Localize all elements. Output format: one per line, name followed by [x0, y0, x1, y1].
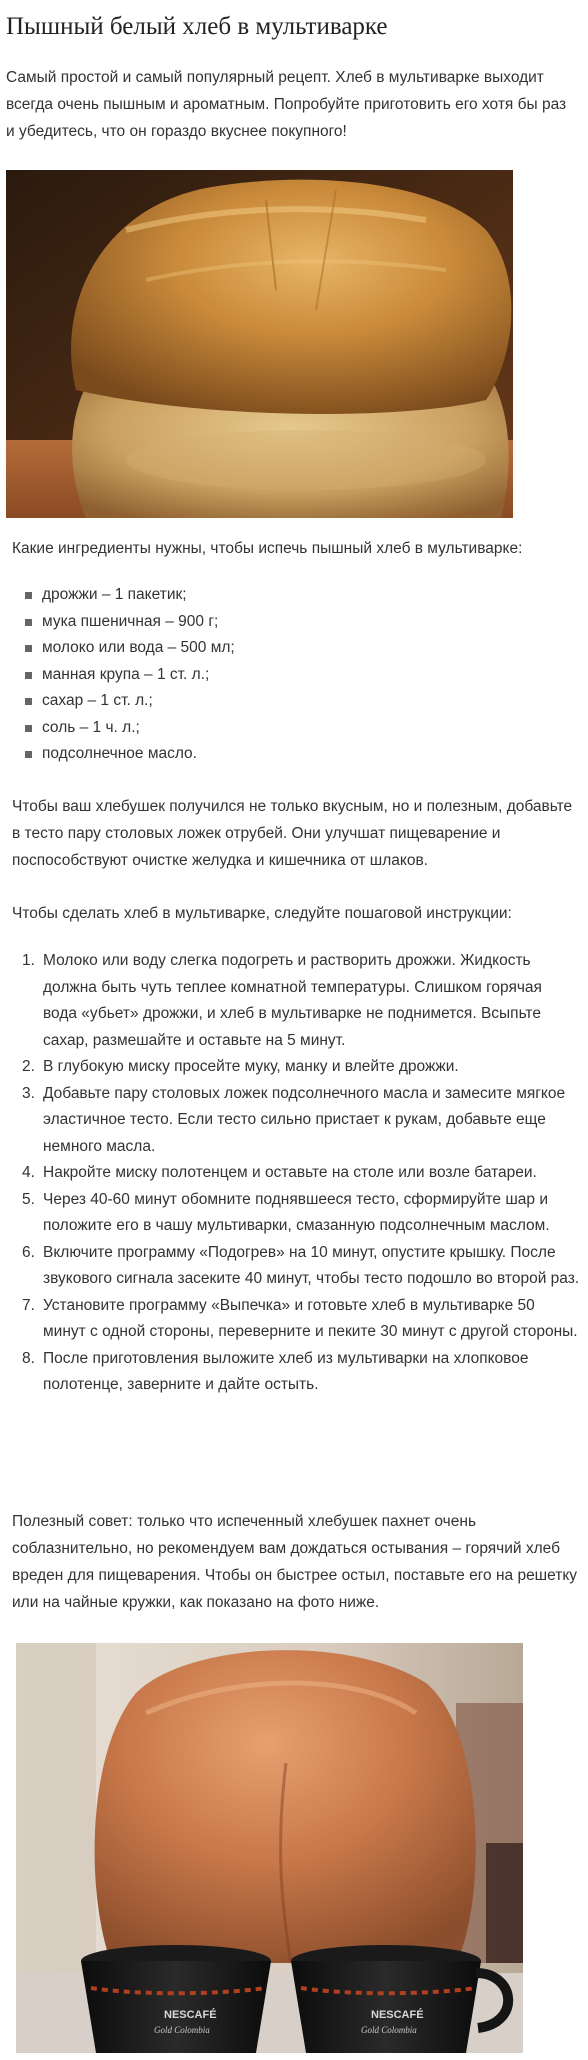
mug-logo-right-sub: Gold Colombia	[361, 2025, 417, 2035]
step-number: 3.	[22, 1084, 35, 1102]
bread-on-mugs-photo	[16, 1643, 523, 2053]
step-text: В глубокую миску просейте муку, манку и влейте дрожжи.	[43, 1058, 459, 1075]
steps-heading: Чтобы сделать хлеб в мультиварке, следуйте пошаговой инструкции:	[12, 905, 512, 922]
step-number: 7.	[22, 1296, 35, 1314]
list-item: манная крупа – 1 ст. л.;	[0, 662, 235, 689]
step-text: После приготовления выложите хлеб из мультиварки на хлопковое полотенце, заверните и дайте остыть.	[43, 1349, 529, 1393]
step-number: 1.	[22, 952, 35, 969]
step-number: 6.	[22, 1243, 35, 1261]
steps-list	[0, 948, 580, 1399]
list-item: сахар – 1 ст. л.;	[0, 688, 235, 715]
step-text: Включите программу «Подогрев» на 10 минут, опустите крышку. После звукового сигнала засеките 40 минут, чтобы тесто подошло во второй раз.	[43, 1243, 580, 1287]
step-text: Через 40-60 минут обомните поднявшееся тесто, сформируйте шар и положите его в чашу мультиварки, смазанную подсолнечным маслом.	[43, 1190, 550, 1234]
step-text: Молоко или воду слегка подогреть и растворить дрожжи. Жидкость должна быть чуть теплее комнатной температуры. Слишком горячая вода «убьет» дрожжи, и хлеб в мультиварке не поднимется. Всыпьте сахар, размешайте и оставьте на 5 минут.	[43, 952, 542, 1049]
step-number: 8.	[22, 1349, 35, 1367]
list-item: подсолнечное масло.	[0, 741, 235, 768]
list-item	[0, 1160, 580, 1187]
mug-logo-right: NESCAFÉ	[371, 2009, 424, 2021]
mug-logo-left: NESCAFÉ	[164, 2009, 217, 2021]
step-number: 4.	[22, 1164, 35, 1181]
tip-paragraph: Полезный совет: только что испеченный хлебушек пахнет очень соблазнительно, но рекомендуем вам дождаться остывания – горячий хлеб вреден для пищеварения. Чтобы он быстрее остыл, поставьте его на решетку или на чайные кружки, как показано на фото ниже.	[12, 1513, 578, 1611]
bran-note-paragraph: Чтобы ваш хлебушек получился не только вкусным, но и полезным, добавьте в тесто пару столовых ложек отрубей. Они улучшат пищеварение и поспособствуют очистке желудка и кишечника от шлаков.	[12, 798, 573, 869]
step-text: Накройте миску полотенцем и оставьте на столе или возле батареи.	[43, 1164, 537, 1181]
bread-photo-top	[6, 170, 513, 518]
list-item	[0, 1240, 580, 1293]
list-item: соль – 1 ч. л.;	[0, 715, 235, 742]
step-text: Установите программу «Выпечка» и готовьте хлеб в мультиварке 50 минут с одной стороны, переверните и пеките 30 минут с другой стороны.	[43, 1296, 578, 1340]
step-number: 2.	[22, 1058, 35, 1075]
list-item	[0, 1293, 580, 1346]
list-item	[0, 1187, 580, 1240]
list-item	[0, 1054, 580, 1081]
list-item: молоко или вода – 500 мл;	[0, 635, 235, 662]
intro-paragraph: Самый простой и самый популярный рецепт. Хлеб в мультиварке выходит всегда очень пышным и ароматным. Попробуйте приготовить его хотя бы раз и убедитесь, что он гораздо вкуснее покупного!	[6, 69, 567, 140]
list-item	[0, 1346, 580, 1399]
list-item	[0, 1081, 580, 1161]
mug-logo-left-sub: Gold Colombia	[154, 2025, 210, 2035]
ingredients-list	[0, 582, 235, 768]
step-number: 5.	[22, 1190, 35, 1208]
article-title: Пышный белый хлеб в мультиварке	[6, 13, 388, 40]
list-item: дрожжи – 1 пакетик;	[0, 582, 235, 609]
list-item: мука пшеничная – 900 г;	[0, 609, 235, 636]
ingredients-heading: Какие ингредиенты нужны, чтобы испечь пышный хлеб в мультиварке:	[12, 540, 523, 557]
list-item	[0, 948, 580, 1054]
step-text: Добавьте пару столовых ложек подсолнечного масла и замесите мягкое эластичное тесто. Если тесто сильно пристает к рукам, добавьте еще немного масла.	[43, 1084, 566, 1155]
